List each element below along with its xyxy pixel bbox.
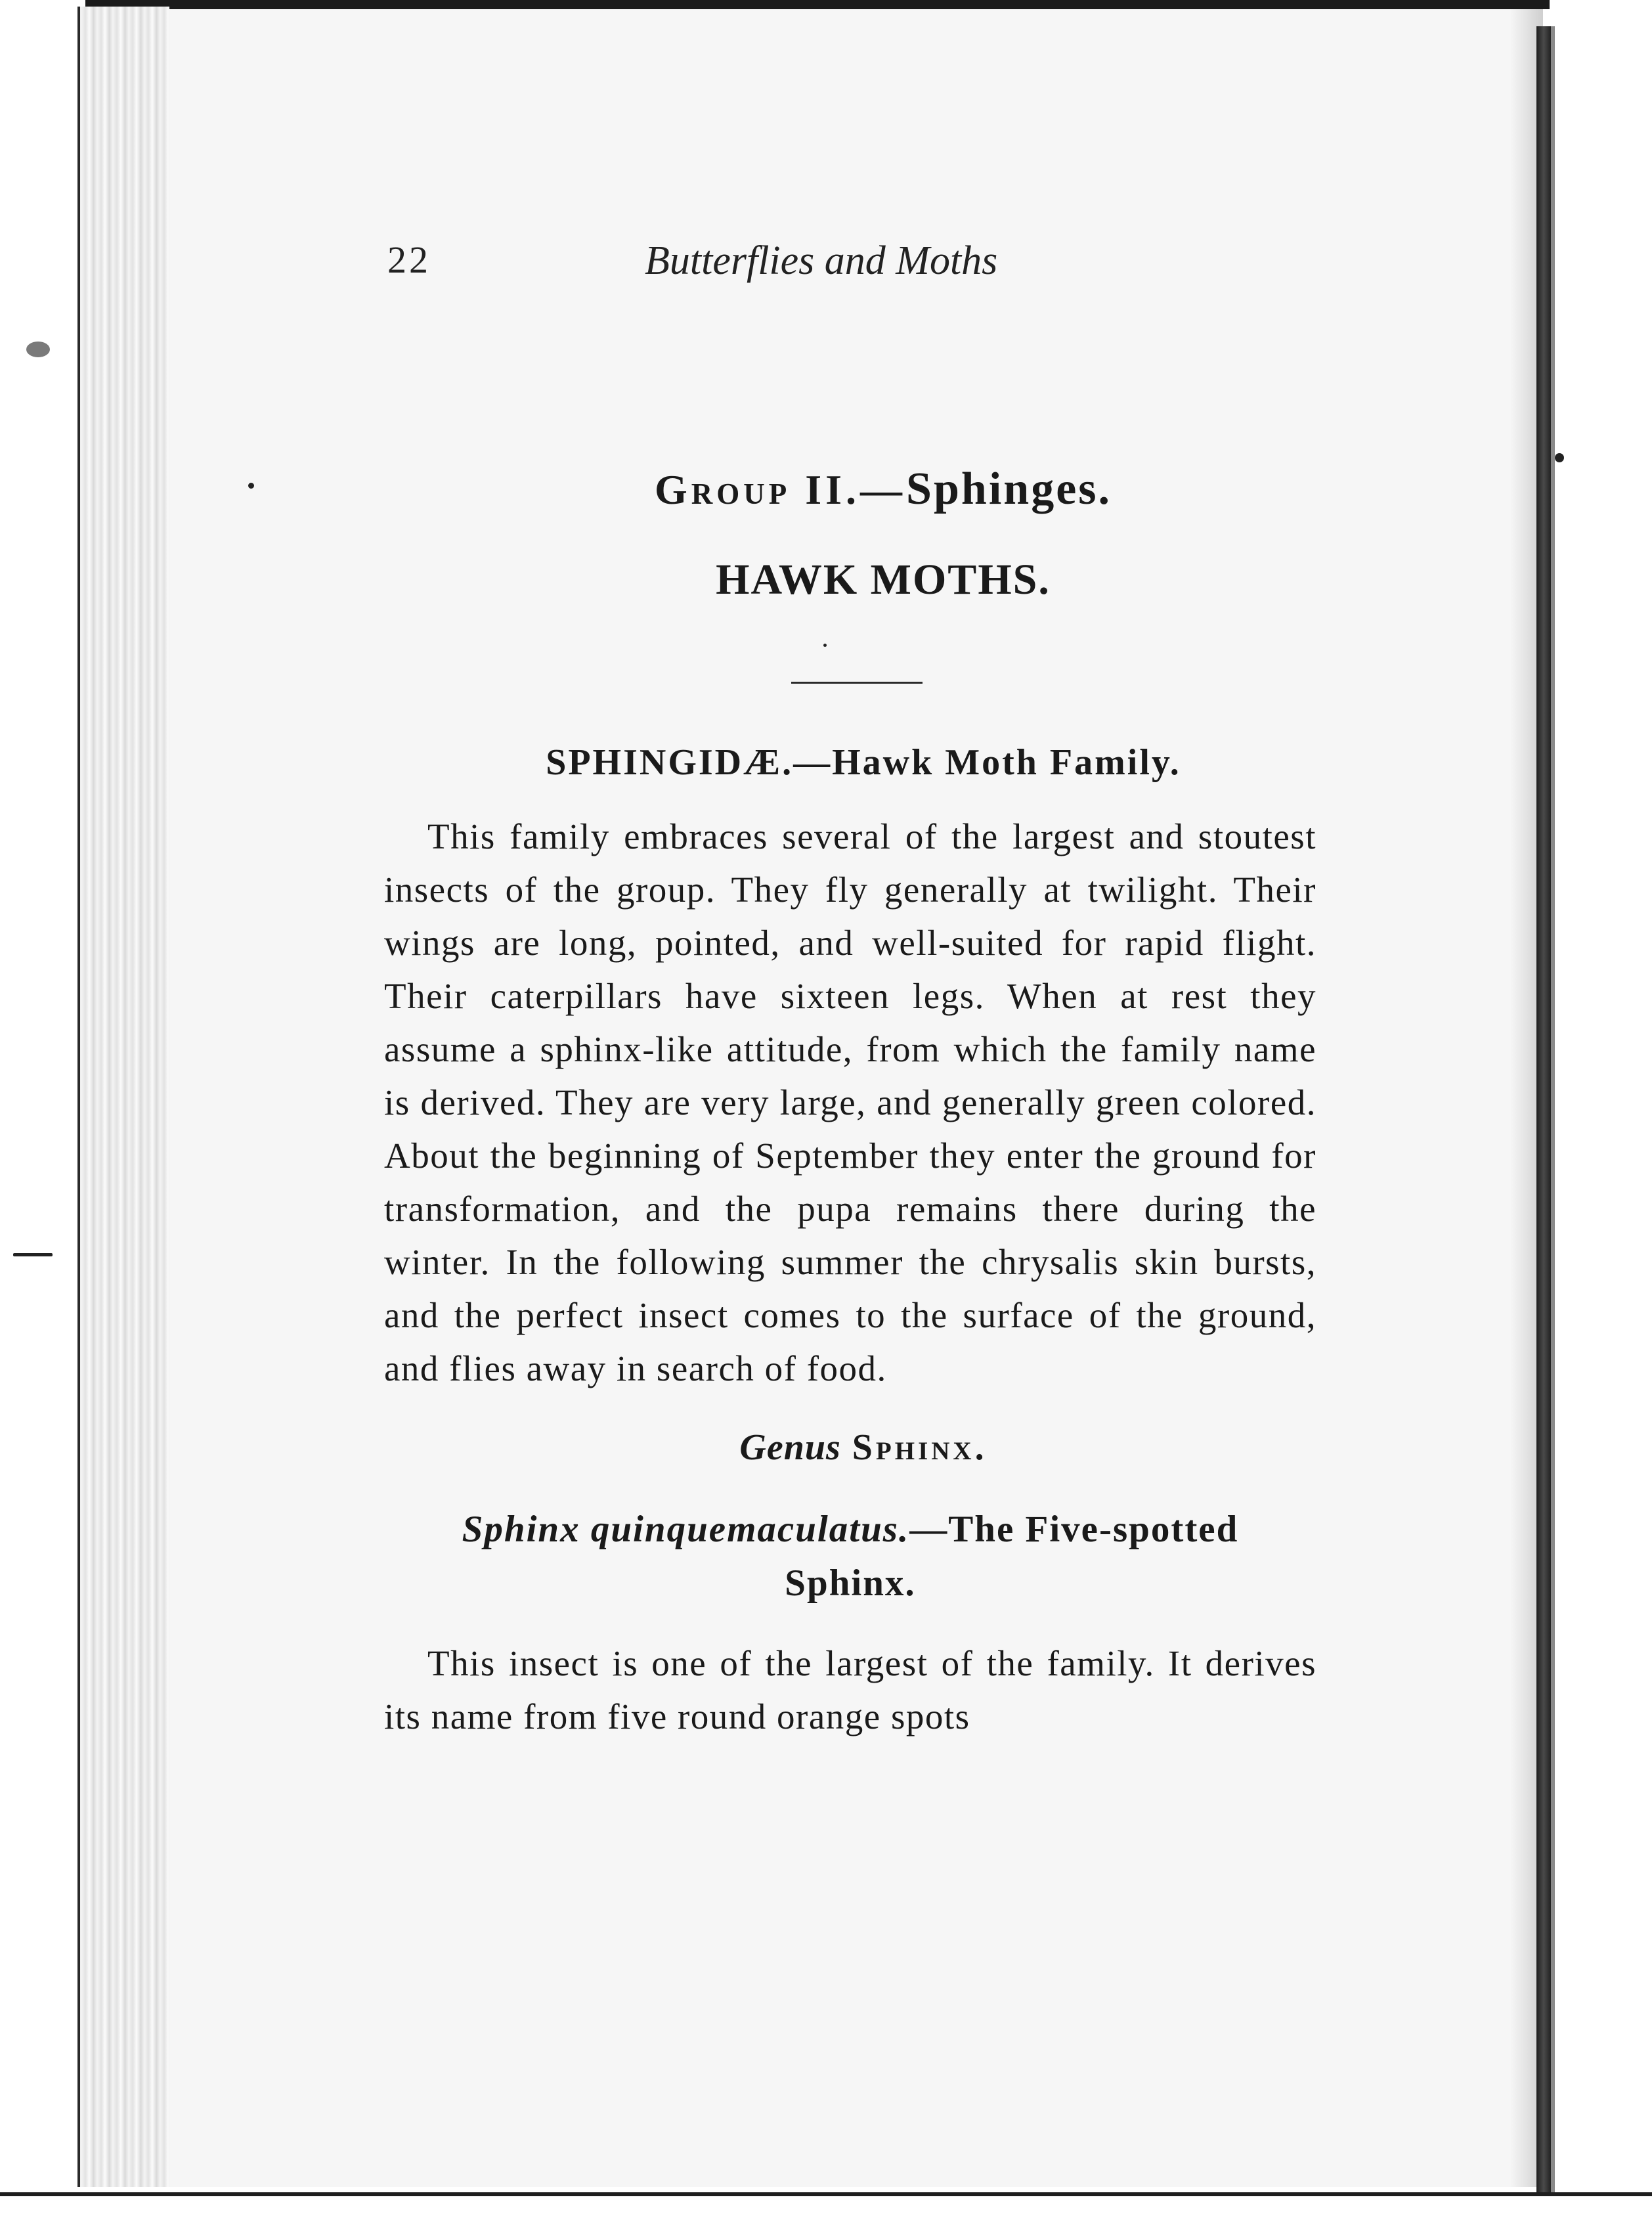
genus-label: Genus bbox=[739, 1427, 841, 1468]
group-label: Group II.— bbox=[654, 466, 907, 513]
family-description-paragraph: This family embraces several of the largest and stoutest insects of the group. They fly generally at twilight. Their wings are long, pointed, and well-suited for rapid flight. Their caterpillars have sixteen legs. When at rest they assume a sphinx-like attitude, from which the family name is derived. They are very large, and generally green colored. About the beginning of September they enter the ground for transformation, and the pupa remains there during the winter. In the following summer the chrysalis skin bursts, and the perfect insect comes to the surface of the ground, and flies away in search of food. bbox=[384, 816, 1316, 1388]
page-edges bbox=[77, 7, 169, 2187]
scan-speck bbox=[13, 1253, 53, 1256]
book-spine bbox=[1536, 26, 1551, 2194]
section-divider bbox=[791, 682, 923, 684]
book-spine-edge bbox=[1551, 26, 1555, 2194]
species-scientific-name: Sphinx quinquemaculatus. bbox=[462, 1509, 910, 1550]
species-heading bbox=[384, 1503, 1316, 1610]
scan-speck bbox=[1555, 453, 1564, 462]
section-subheading: HAWK MOTHS. bbox=[716, 556, 1051, 604]
scan-speck bbox=[248, 483, 254, 489]
species-common-name: —The Five-spotted Sphinx. bbox=[785, 1509, 1239, 1604]
group-heading bbox=[417, 453, 1349, 525]
page-content bbox=[384, 453, 1316, 1743]
species-description-paragraph: This insect is one of the largest of the family. It derives its name from five round orange spots bbox=[384, 1643, 1316, 1736]
genus-heading bbox=[397, 1421, 1330, 1474]
scan-top-edge bbox=[85, 0, 1550, 9]
running-head bbox=[387, 238, 1307, 297]
scan-bottom-edge bbox=[0, 2192, 1652, 2196]
group-name: Sphinges. bbox=[906, 464, 1112, 514]
page-number: 22 bbox=[387, 238, 431, 281]
running-title: Butterflies and Moths bbox=[645, 238, 998, 283]
scan-speck bbox=[26, 342, 50, 357]
family-heading: SPHINGIDÆ.—Hawk Moth Family. bbox=[546, 742, 1181, 783]
genus-name: Sphinx. bbox=[852, 1427, 988, 1468]
